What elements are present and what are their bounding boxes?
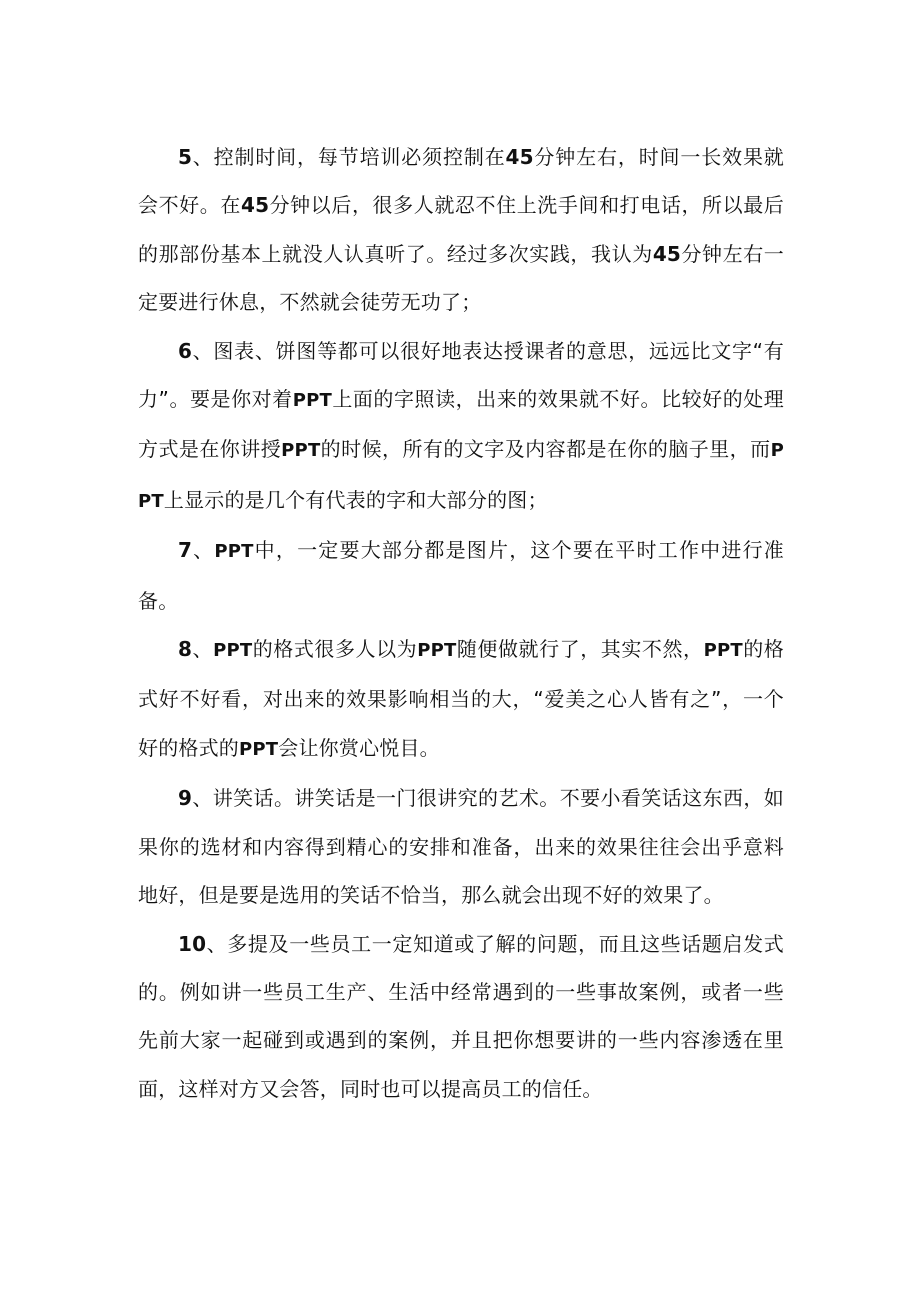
text-segment: 、图表、饼图等都可以很好地表达授课者的意思，远远比文字“有力”。要是你对着 — [138, 338, 784, 412]
ppt-term: PPT — [239, 738, 279, 760]
text-segment: 分钟左右，时间一长效果就会不好。在 — [138, 145, 784, 218]
text-segment: 、控制时间，每节培训必须控制在 — [192, 145, 506, 169]
number-45: 45 — [505, 145, 534, 169]
item-number: 7 — [178, 538, 193, 563]
paragraph-7 — [138, 526, 784, 625]
paragraph-10 — [138, 920, 784, 1114]
text-segment: 会让你赏心悦目。 — [278, 735, 440, 760]
text-segment: 分钟以后，很多人就忍不住上洗手间和打电话，所以最后的那部份基本上就没人认真听了。经过多次实践，我认为 — [138, 193, 785, 266]
text-segment: 、 — [192, 538, 215, 563]
paragraph-9 — [138, 774, 784, 919]
text-segment: 、 — [192, 637, 214, 662]
text-segment: 的时候，所有的文字及内容都是在你的脑子里，而 — [320, 437, 771, 462]
document-body — [138, 133, 784, 1113]
ppt-term: PPT — [292, 390, 332, 412]
ppt-term: PPT — [703, 640, 743, 662]
text-segment: 、多提及一些员工一定知道或了解的问题，而且这些话题启发式的。例如讲一些员工生产、生活中经常遇到的一些事故案例，或者一些先前大家一起碰到或遇到的案例，并且把你想要讲的一些内容渗透在里面，这样对方又会答，同时也可以提高员工的信任。 — [138, 931, 784, 1101]
number-45: 45 — [652, 241, 682, 266]
ppt-term: PPT — [213, 640, 253, 662]
paragraph-8 — [138, 625, 784, 774]
text-segment: 上显示的是几个有代表的字和大部分的图； — [163, 487, 548, 512]
item-number: 6 — [178, 338, 193, 363]
item-number: 9 — [178, 786, 193, 811]
ppt-term: PPT — [214, 541, 254, 563]
text-segment: 、讲笑话。讲笑话是一门很讲究的艺术。不要小看笑话这东西，如果你的选材和内容得到精心的安排和准备，出来的效果往往会出乎意料地好，但是要是选用的笑话不恰当，那么就会出现不好的效果了。 — [138, 786, 784, 908]
text-segment: 的格式很多人以为 — [252, 637, 418, 662]
text-segment: 上面的字照读，出来的效果就不好。比较好的处理方式是在你讲授 — [138, 387, 784, 462]
item-number: 10 — [178, 931, 207, 956]
number-45: 45 — [240, 193, 270, 218]
item-number: 8 — [178, 637, 193, 662]
paragraph-6 — [138, 327, 784, 527]
item-number: 5 — [178, 145, 193, 169]
text-segment: 随便做就行了，其实不然， — [456, 637, 704, 662]
text-segment: 的格式好不好看，对出来的效果影响相当的大，“爱美之心人皆有之”，一个好的格式的 — [138, 637, 785, 760]
text-segment: 分钟左右一定要进行休息，不然就会徒劳无功了； — [138, 241, 785, 315]
ppt-term: PPT — [417, 640, 457, 662]
ppt-term: PPT — [138, 440, 784, 512]
paragraph-5 — [138, 133, 784, 327]
ppt-term: PPT — [281, 440, 321, 462]
text-segment: 中，一定要大部分都是图片，这个要在平时工作中进行准备。 — [138, 538, 785, 613]
